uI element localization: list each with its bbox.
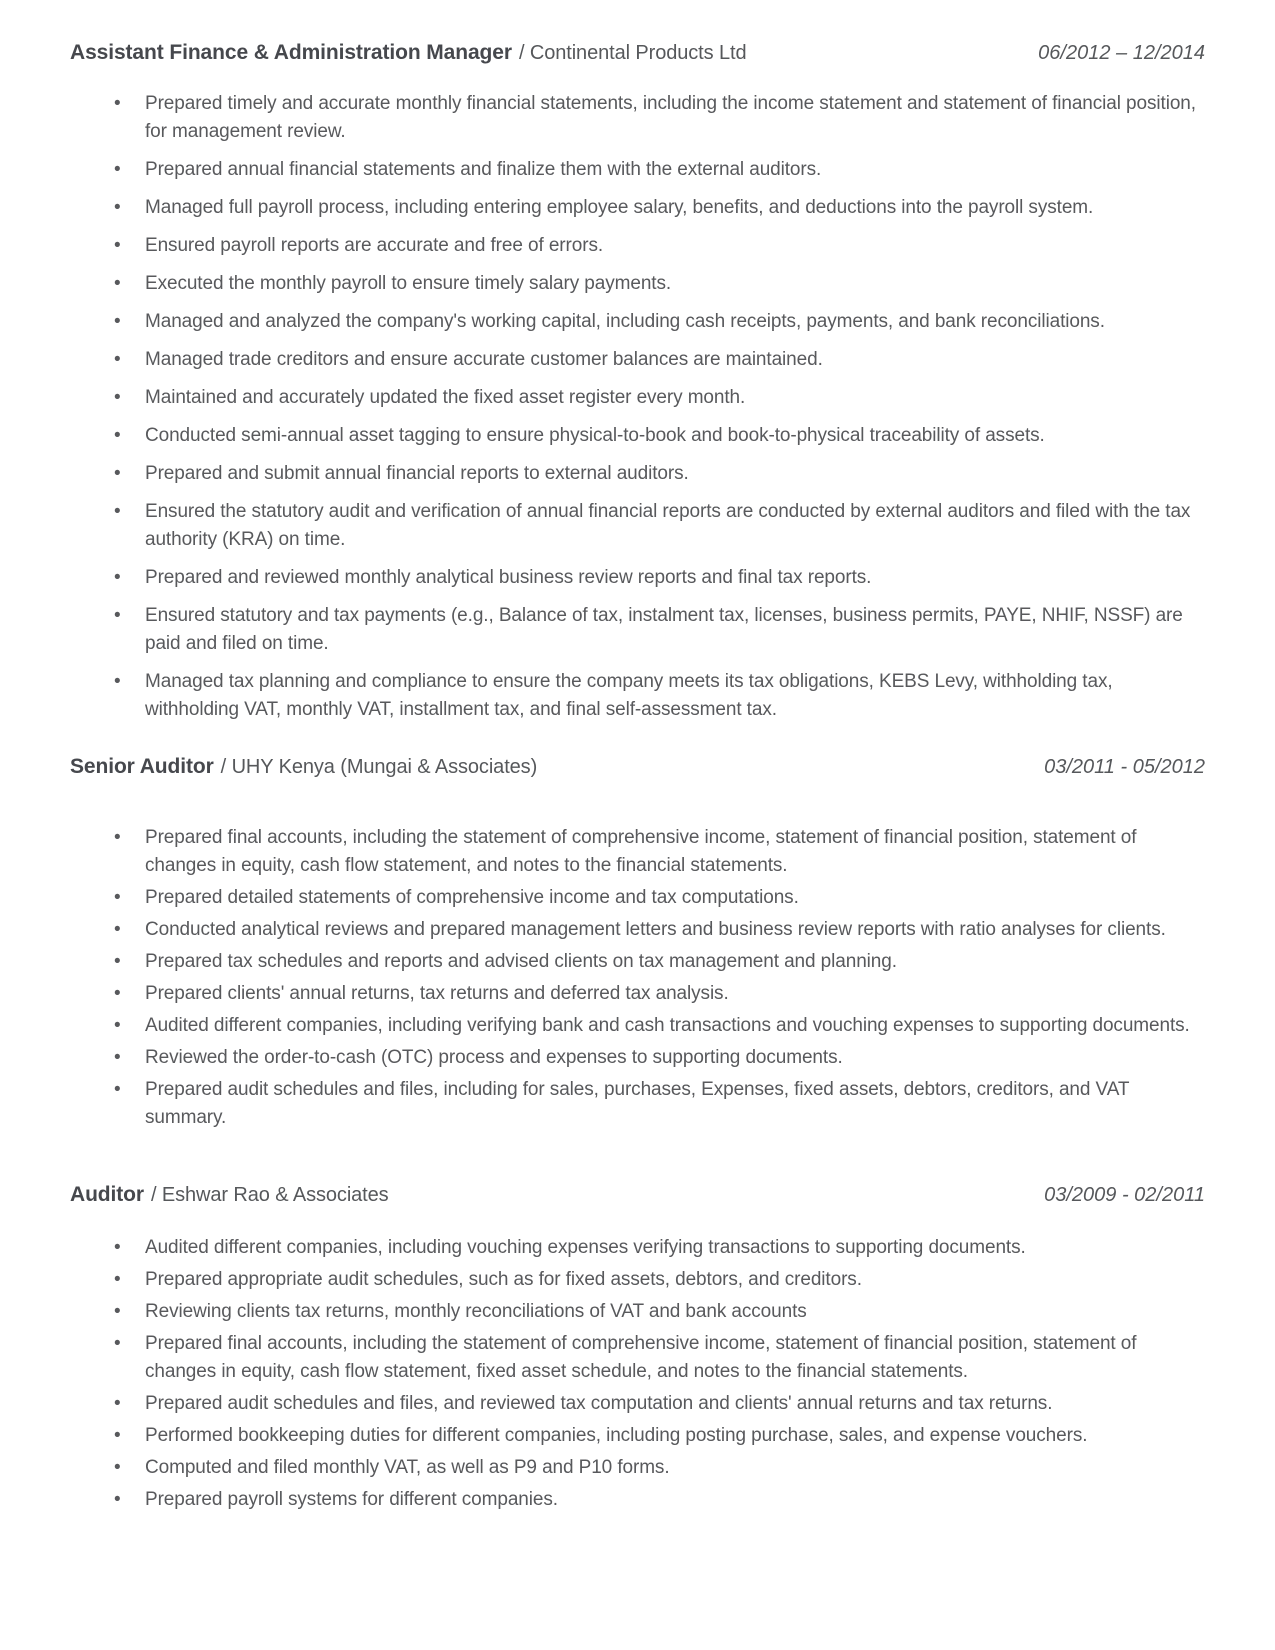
job-bullet: • Managed trade creditors and ensure accurate customer balances are maintained. [70,346,1205,374]
job-bullet-list [70,90,1205,724]
job-header [70,40,1205,68]
job-bullet: • Maintained and accurately updated the fixed asset register every month. [70,384,1205,412]
job-section-senior-auditor [70,754,1205,1132]
job-bullet: • Managed tax planning and compliance to ensure the company meets its tax obligations, KEBS Levy, withholding tax, withholding VAT, monthly VAT, installment tax, and final self-assessment tax. [70,668,1205,724]
job-bullet: • Managed and analyzed the company's working capital, including cash receipts, payments, and bank reconciliations. [70,308,1205,336]
job-section-assistant-finance-admin-manager [70,40,1205,724]
job-header [70,754,1205,782]
company-name: / UHY Kenya (Mungai & Associates) [220,756,538,778]
job-bullet: • Reviewed the order-to-cash (OTC) process and expenses to supporting documents. [70,1044,1205,1072]
job-title: Auditor [70,1183,144,1206]
job-bullet: • Conducted analytical reviews and prepared management letters and business review reports with ratio analyses for clients. [70,916,1205,944]
job-bullet: • Audited different companies, including vouching expenses verifying transactions to supporting documents. [70,1234,1205,1262]
job-bullet: • Ensured the statutory audit and verification of annual financial reports are conducted by external auditors and filed with the tax authority (KRA) on time. [70,498,1205,554]
job-bullet: • Prepared tax schedules and reports and advised clients on tax management and planning. [70,948,1205,976]
job-header [70,1182,1205,1210]
date-range: 03/2009 - 02/2011 [1044,1184,1205,1206]
job-bullet: • Prepared appropriate audit schedules, such as for fixed assets, debtors, and creditors. [70,1266,1205,1294]
job-bullet-list [70,1234,1205,1514]
job-bullet: • Prepared final accounts, including the statement of comprehensive income, statement of financial position, statement of changes in equity, cash flow statement, and notes to the financial statements. [70,824,1205,880]
job-heading [70,1182,389,1210]
job-bullet: • Prepared audit schedules and files, including for sales, purchases, Expenses, fixed assets, debtors, creditors, and VAT summary. [70,1076,1205,1132]
job-bullet: • Prepared detailed statements of comprehensive income and tax computations. [70,884,1205,912]
job-bullet: • Prepared and reviewed monthly analytical business review reports and final tax reports. [70,564,1205,592]
job-title: Assistant Finance & Administration Manager [70,41,512,64]
company-name: / Eshwar Rao & Associates [150,1184,389,1206]
job-bullet-list [70,824,1205,1132]
job-bullet: • Computed and filed monthly VAT, as well as P9 and P10 forms. [70,1454,1205,1482]
job-bullet: • Prepared and submit annual financial reports to external auditors. [70,460,1205,488]
job-heading [70,754,537,782]
job-bullet: • Ensured payroll reports are accurate and free of errors. [70,232,1205,260]
job-bullet: • Prepared annual financial statements and finalize them with the external auditors. [70,156,1205,184]
date-range: 06/2012 – 12/2014 [1038,42,1205,64]
job-title: Senior Auditor [70,755,214,778]
date-range: 03/2011 - 05/2012 [1044,756,1205,778]
job-bullet: • Prepared timely and accurate monthly financial statements, including the income statement and statement of financial position, for management review. [70,90,1205,146]
job-bullet: • Audited different companies, including verifying bank and cash transactions and vouching expenses to supporting documents. [70,1012,1205,1040]
job-bullet: • Performed bookkeeping duties for different companies, including posting purchase, sales, and expense vouchers. [70,1422,1205,1450]
job-bullet: • Prepared final accounts, including the statement of comprehensive income, statement of financial position, statement of changes in equity, cash flow statement, fixed asset schedule, and notes to the financial statements. [70,1330,1205,1386]
company-name: / Continental Products Ltd [518,42,747,64]
job-bullet: • Prepared audit schedules and files, and reviewed tax computation and clients' annual returns and tax returns. [70,1390,1205,1418]
job-bullet: • Managed full payroll process, including entering employee salary, benefits, and deductions into the payroll system. [70,194,1205,222]
job-bullet: • Prepared payroll systems for different companies. [70,1486,1205,1514]
job-heading [70,40,747,68]
job-bullet: • Ensured statutory and tax payments (e.g., Balance of tax, instalment tax, licenses, business permits, PAYE, NHIF, NSSF) are paid and filed on time. [70,602,1205,658]
job-bullet: • Prepared clients' annual returns, tax returns and deferred tax analysis. [70,980,1205,1008]
job-bullet: • Reviewing clients tax returns, monthly reconciliations of VAT and bank accounts [70,1298,1205,1326]
job-bullet: • Conducted semi-annual asset tagging to ensure physical-to-book and book-to-physical traceability of assets. [70,422,1205,450]
job-section-auditor [70,1182,1205,1514]
job-bullet: • Executed the monthly payroll to ensure timely salary payments. [70,270,1205,298]
